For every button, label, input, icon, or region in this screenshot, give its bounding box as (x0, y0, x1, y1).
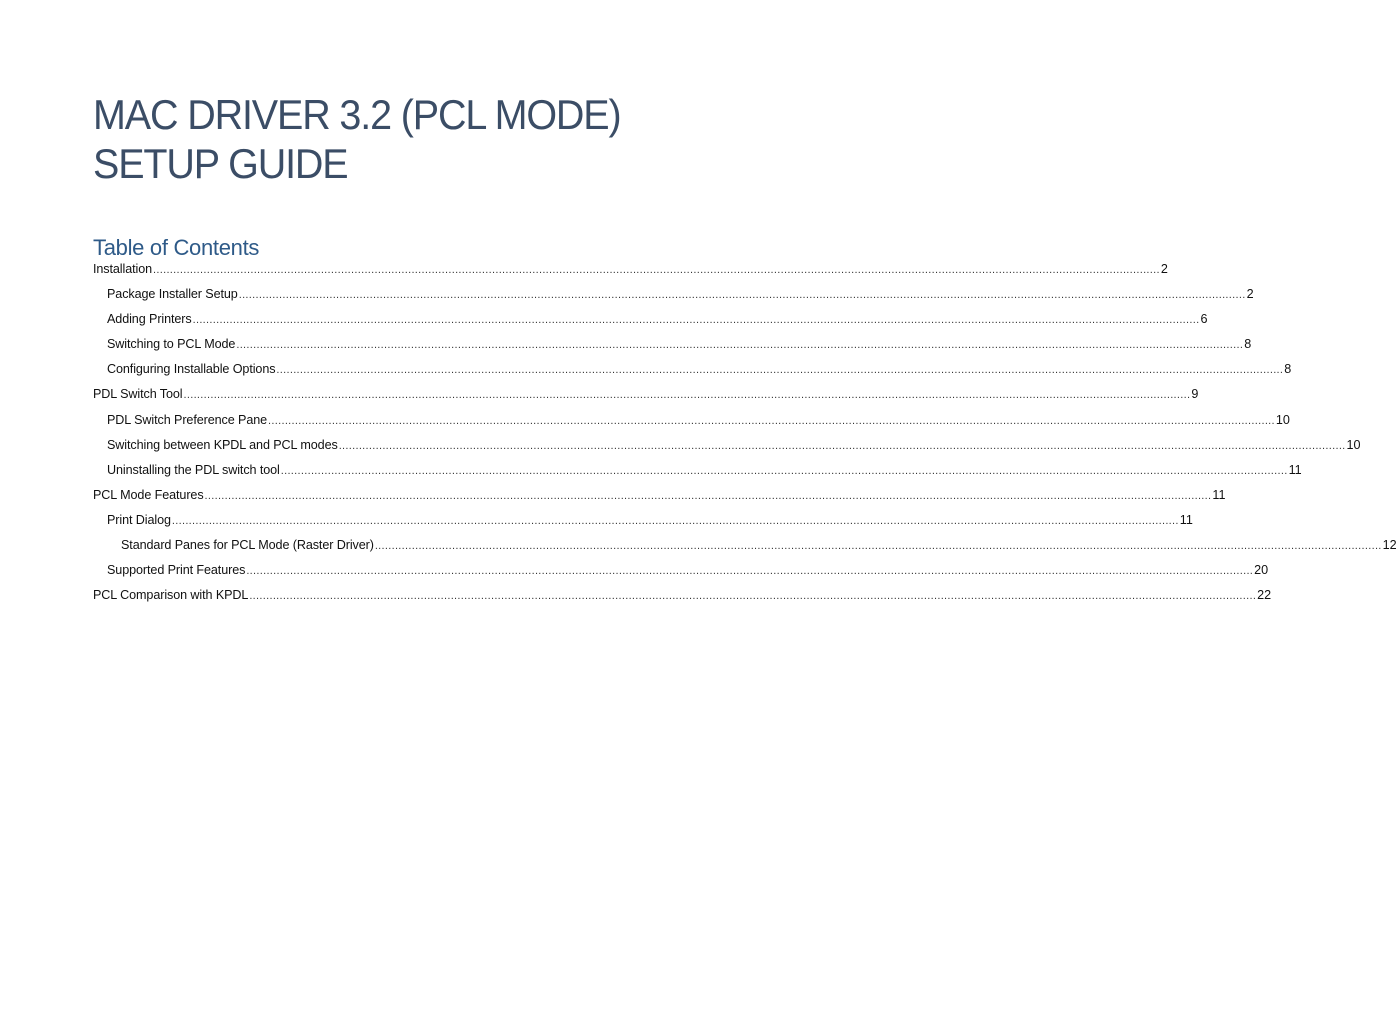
toc-dot-leader: ............................................................................................................................................................................................................................................................................................................ (280, 464, 1288, 477)
toc-dot-leader: ............................................................................................................................................................................................................................................................................................................ (276, 364, 1284, 377)
toc-entry-label: Installation (93, 262, 153, 276)
toc-entry-page: 10 (1346, 437, 1361, 452)
toc-entry-switching-to-pcl-mode[interactable] (93, 337, 1252, 362)
toc-dot-leader: ............................................................................................................................................................................................................................................................................................................ (374, 540, 1382, 553)
toc-dot-leader: ............................................................................................................................................................................................................................................................................................................ (236, 339, 1244, 352)
toc-entry-label: Configuring Installable Options (107, 362, 276, 377)
toc-entry-package-installer-setup[interactable] (93, 287, 1254, 312)
toc-entry-label: PCL Comparison with KPDL (93, 588, 249, 603)
toc-entry-pcl-mode-features[interactable] (93, 487, 1226, 513)
toc-dot-leader: ............................................................................................................................................................................................................................................................................................................ (183, 389, 1191, 402)
toc-entry-page: 11 (1212, 487, 1226, 502)
toc-entry-pcl-comparison-with-kpdl[interactable] (93, 588, 1272, 613)
toc-entry-installation[interactable] (93, 262, 1168, 287)
document-title (93, 90, 676, 188)
toc-entry-label: PDL Switch Preference Pane (107, 412, 268, 427)
toc-entry-label: PDL Switch Tool (93, 387, 183, 402)
toc-dot-leader: ............................................................................................................................................................................................................................................................................................................ (249, 590, 1257, 603)
toc-dot-leader: ............................................................................................................................................................................................................................................................................................................ (246, 565, 1254, 578)
toc-dot-leader: ............................................................................................................................................................................................................................................................................................................ (338, 439, 1346, 452)
toc-entry-supported-print-features[interactable] (93, 563, 1269, 588)
toc-entry-page: 2 (1246, 287, 1254, 302)
toc-heading: Table of Contents (93, 235, 260, 260)
toc-entry-label: Switching between KPDL and PCL modes (107, 437, 338, 452)
toc-entry-label: Print Dialog (107, 512, 171, 527)
toc-entry-page: 22 (1257, 588, 1272, 603)
toc-entry-uninstalling-pdl-switch-tool[interactable] (93, 462, 1302, 488)
toc-dot-leader: ............................................................................................................................................................................................................................................................................................................ (204, 489, 1212, 502)
toc-entry-page: 8 (1284, 362, 1292, 377)
toc-entry-page: 6 (1200, 312, 1208, 327)
toc-entry-label: Supported Print Features (107, 563, 246, 578)
document-title-line-2: SETUP GUIDE (93, 140, 348, 187)
toc-entry-page: 20 (1254, 563, 1269, 578)
toc-entry-label: Uninstalling the PDL switch tool (107, 462, 280, 477)
toc-entry-page: 12 (1382, 538, 1397, 553)
toc-entry-standard-panes-pcl-mode[interactable] (93, 538, 1397, 563)
table-of-contents (93, 262, 1397, 613)
toc-dot-leader: ............................................................................................................................................................................................................................................................................................................ (238, 289, 1246, 302)
toc-entry-label: Adding Printers (107, 312, 192, 327)
toc-entry-page: 10 (1275, 412, 1290, 427)
toc-entry-page: 8 (1244, 337, 1252, 352)
toc-entry-page: 11 (1288, 462, 1302, 477)
toc-entry-label: Standard Panes for PCL Mode (Raster Driver) (121, 538, 374, 553)
toc-entry-adding-printers[interactable] (93, 312, 1208, 337)
toc-entry-configuring-installable-options[interactable] (93, 362, 1292, 387)
toc-entry-page: 2 (1160, 262, 1168, 276)
toc-dot-leader: ............................................................................................................................................................................................................................................................................................................ (153, 264, 1160, 276)
toc-entry-print-dialog[interactable] (93, 512, 1193, 538)
toc-entry-pdl-switch-tool[interactable] (93, 387, 1199, 412)
toc-entry-label: Package Installer Setup (107, 287, 238, 302)
toc-entry-page: 9 (1191, 387, 1199, 402)
toc-entry-switching-between-kpdl-and-pcl[interactable] (93, 437, 1361, 463)
toc-dot-leader: ............................................................................................................................................................................................................................................................................................................ (268, 414, 1275, 427)
toc-dot-leader: ............................................................................................................................................................................................................................................................................................................ (192, 314, 1200, 327)
document-title-line-1: MAC DRIVER 3.2 (PCL MODE) (93, 91, 621, 138)
toc-entry-label: PCL Mode Features (93, 487, 204, 502)
toc-entry-page: 11 (1179, 512, 1193, 527)
toc-entry-pdl-switch-preference-pane[interactable] (93, 412, 1290, 438)
toc-entry-label: Switching to PCL Mode (107, 337, 236, 352)
toc-dot-leader: ............................................................................................................................................................................................................................................................................................................ (171, 514, 1179, 527)
